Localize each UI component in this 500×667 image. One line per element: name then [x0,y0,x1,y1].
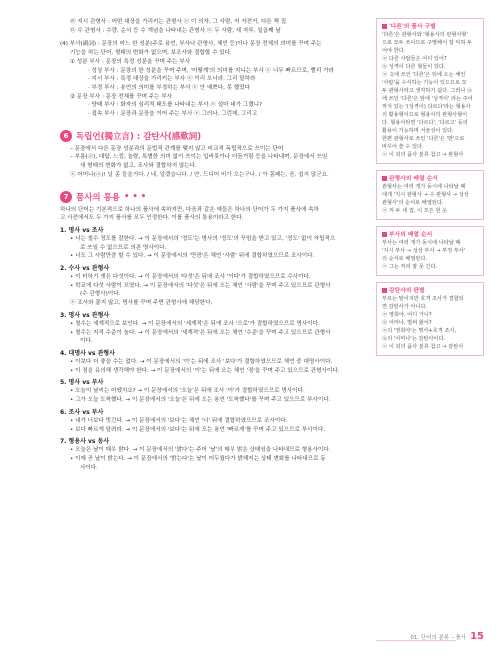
note-box-line: 부르는 말이지만 호격 조사가 결합되 [382,296,464,302]
section-6-line: 새 형태의 변화가 없고, 조사와 결합하지 않는다. [80,163,197,170]
usage-item-line: 사이다. [80,464,98,471]
square-bullet-icon [382,288,387,293]
note-box-line: 부사는 여러 개가 동시에 나타날 때 [382,240,461,246]
section-6-line: – 부름(ⓐ), 대답, 느낌, 놀람, 특별한 의미 없이 쓰이는 입버릇이나 더듬거림 등을 나타내며, 문장에서 쓰임 [70,154,328,161]
usage-item-line: • 내가 너보다 빗긴다. → 이 문장에서의 '보다'는 체언 '너' 뒤에 결합하였으므로 조사이다. [70,417,288,424]
note-box-heading: 관형사의 배열 순서 [382,175,478,183]
note-box-line: ⓔ 그는 저리 잘 못 간다. [382,264,438,270]
line-determiner-numeral: ㉤ 수 관형사 : 수량, 순서 등 수 개념을 나타내는 관형사 ⓔ 두 사람, 세 자루, 일곱째 날 [70,27,281,34]
usage-item-line: • 보다 빠르게 달려라. → 이 문장에서의 '보다'는 뒤에 오는 용언 '빠르게'를 꾸며 주고 있으므로 부사이다. [70,426,326,433]
usage-item-line: • 이제 곧 날이 밝는다. → 이 문장에서의 '밝는다'는 날이 어두웠다가 밝해지는 상태 변화를 나타내므로 동 [70,455,326,462]
square-bullet-icon [382,24,387,29]
note-box-line: 까지 있는 '(성격이) 다르다'라는 형용사 [382,104,471,110]
section-7-heading [60,191,360,203]
section-7-title: 품사의 통용 [76,192,121,203]
note-box-line: 어야 한다. [382,48,406,54]
usage-item-title: 2. 수사 vs 관형사 [60,265,110,273]
usage-item-title: 7. 형용사 vs 동사 [60,438,110,446]
note-box-line: 의 활용형이므로 형용사의 관형사형이 [382,112,468,118]
usage-item-line: • 오늘이 날씨는 어땠지요? → 이 문장에서의 '오늘'은 뒤에 조사 '이'가 결합하였으므로 명사이다. [70,388,305,395]
note-box-line: 관형사'의 순서로 배열된다. [382,200,444,206]
usage-item-line: • 그가 오늘 도착했다. → 이 문장에서의 '오늘'은 뒤에 오는 용언 '도착했다'를 꾸며 주고 있으므로 부사이다. [70,397,331,404]
note-box-line: ⓐ 영희야, 어디 가니? [382,312,432,318]
main-column [60,18,360,472]
section-6-heading [60,130,360,142]
usage-item-line: • 철수는 세계적으로 보인다. → 이 문장에서의 '세계적'은 뒤에 조사 '으로'가 결합하였으므로 명사이다. [70,320,320,327]
usage-item-line: • 철수는 지적 수준이 높다. → 이 문장에서의 '세계적'은 뒤에 오는 체언 '수준'을 꾸며 주고 있으므로 관형사 [70,329,331,336]
note-box-adverb-order [376,226,484,276]
line-sentence-adverb: ② 문장 부사 : 문장 전체를 꾸며 주는 부사 [70,93,173,100]
top-section [60,18,360,119]
line-modal-adverb: · 양태 부사 : 화자의 심리적 태도를 나타내는 부사 ⓔ 설마 네가 그랬니? [88,102,263,109]
note-box-line: 면 감탄사가 아니다. [382,304,428,310]
usage-item-4 [60,349,360,375]
usage-item-title: 4. 대명사 vs 관형사 [60,349,115,357]
line-adverb-definition: (4) 부사(副詞) : 문장의 어느 한 성분(주로 용언, 부사나 관형사, 체언 등)이나 문장 전체의 의미를 꾸며 주는 [60,41,322,48]
note-box-line: ⓐ 文에 쓰인 '다른'은 뒤에 오는 체언 [382,72,466,78]
usage-item-5 [60,378,360,404]
usage-item-line: • 너도 그 사람만큼 할 수 있다. → 이 문장에서의 '만큼'은 체언 '사람' 뒤에 결합하였으므로 조사이다. [70,253,315,260]
note-box-line: ⓐ 다른 사람들은 어디 있어? [382,56,447,62]
line-conjunctive-adverb: · 접속 부사 : 문장과 문장을 이어 주는 부사 ⓔ 그러나, 그런데, 그리고 [88,111,258,118]
note-box-line: 대개 '지시 관형사 → 수 관형사 → 성상 [382,192,469,198]
usage-item-line: • 이 점을 유의해 생각해야 한다. → 이 문장에서의 '이'는 뒤에 오는 체언 '점'을 꾸며 주고 있으므로 관형사이다. [70,367,340,374]
usage-item-line: • 너는 철수 정도를 잘한다. → 이 문장에서의 '정도'는 명사의 '정도'의 꾸밈을 받고 있고, '정도' 없이 자립적으 [70,235,336,242]
note-box-line: 한편 관형사로 쓰인 '다른'은 '딴'으로 [382,136,465,142]
note-box-heading: 감탄사의 판별 [382,287,478,295]
page-number: 15 [470,631,484,642]
section-6-number-badge: 6 [60,130,72,142]
section-7-title-dots: • • • [124,191,147,202]
note-box-reference: ⓔ 이 외의 품사 분류 참고 → 감탄사 [382,344,464,350]
sidebar-notes [376,18,484,362]
note-box-interjection [376,282,484,356]
section-7 [60,191,360,473]
note-box-line: '다른'은 관형사와 '형용사의 관형사형' [382,32,468,38]
line-determiner-demonstrative: ㉣ 지시 관형사 : 어떤 대상을 가리키는 관형사 ⓔ 이 의자, 그 사람, 저 자전거, 다른 책 집 [70,19,287,25]
usage-item-6 [60,408,360,434]
line-component-adverb: ① 성분 부사 : 문장의 특정 성분을 꾸며 주는 부사 [70,58,191,65]
usage-item-title: 1. 명사 vs 조사 [60,226,104,234]
note-box-line: 활용이 가능하며 서술성이 있다. [382,128,454,134]
line-demonstrative-adverb: · 지시 부사 : 특정 대상을 가리키는 부사 ⓔ 이리 오너라. 그리 말하라 [88,76,256,83]
section-6 [60,130,360,180]
usage-item-title: 6. 조사 vs 부사 [60,408,104,416]
usage-item-title: 3. 명사 vs 관형사 [60,311,110,319]
note-box-line: 다. 형용사라면 '다르다', '다르고' 등의 [382,120,468,126]
note-box-line: '사람'을 수식하는 기능이 있으므로 모 [382,80,467,86]
note-box-heading: 부사의 배열 순서 [382,231,478,239]
note-box-line: 두 관형사라고 생각하기 쉽다. 그러나 ⓑ [382,88,473,94]
usage-item-line: • 이 터하기 셋은 다섯이다. → 이 문장에서의 '다섯'은 뒤에 조사 '이다'가 결합하였으므로 수사이다. [70,274,311,281]
usage-item-line: 로 쓰일 수 없으므로 의존 명사이다. [80,244,167,251]
note-box-line: 에 쓰인 '다른'은 앞에 '성격이' 라는 주어 [382,96,473,102]
section-7-intro: 고 사전에서도 두 가지 품사를 모두 인정한다. 이를 품사의 통용이라고 한다. [60,215,244,222]
line-adverb-definition-cont: 기능을 하는 단어. 형태의 변화가 없으며, 보조사와 결합할 수 있다. [70,50,232,57]
usage-item-line: • 학교에 다섯 사람이 모였다. → 이 문장에서의 '다섯'은 뒤에 오는 체언 '사람'을 꾸며 주고 있으므로 관형사 [70,282,331,289]
note-box-dareun [376,18,484,164]
section-6-example: ⓔ 어머나(ⓐ)! 널 좀 들을거다. / 네, 알겠습니다. / 얀, 드디어 비가 오는구나. / 아 몸페는, 음, 쉽지 않군요. [70,171,329,178]
section-6-title: 독립언(獨立言) : 감탄사(感歎詞) [76,131,202,142]
note-box-line: '지시 부사 → 성상 부사 → 부정 부사' [382,248,466,254]
note-box-heading: '다른'의 품사 구별 [382,23,478,31]
usage-item-7 [60,437,360,472]
note-box-line: ⓐ의 '영희야'는 명사+호격 조사, [382,328,457,334]
usage-item-line: • 이보다 더 좋을 수는 없다. → 이 문장에서의 '이'는 뒤에 조사 '보다'가 결합하였으므로 체언 중 대명사이다. [70,358,333,365]
note-box-line: 의 순서로 배열된다. [382,256,428,262]
note-box-line: ⓑ 성격이 다른 형들이 있다. [382,64,446,70]
note-box-line: 관형사는 여러 개가 동시에 나타날 때 [382,184,466,190]
note-box-determiner-order [376,170,484,220]
note-box-reference: ⓔ 이 외의 품사 분류 참고 → 관형사 [382,152,464,158]
usage-item-line: • 오늘은 날이 매우 밝다. → 이 문장에서의 '밝다'는 주어 '날'의 매우 밝은 상태임을 나타내므로 형용사이다. [70,447,331,454]
usage-item-1 [60,226,360,261]
square-bullet-icon [382,176,387,181]
note-box-line: ⓔ 저 두 새 집, 이 모든 헌 옷 [382,208,448,214]
page-footer [410,631,484,642]
line-quality-adverb: · 성상 부사 : 문장의 한 성분을 꾸며 주며, '어떻게'의 의미를 지니는 부사 ⓔ 너무 빠르므로, 빨리 가라 [88,67,335,74]
line-negative-adverb: · 부정 부사 : 용언의 의미를 부정하는 부사 ⓔ 안 예쁘다, 못 했었다 [88,84,251,91]
section-6-line: – 문장에서 다른 문장 성분과의 문법적 관계를 맺지 않고 비교적 독립적으로 쓰이는 단어 [70,145,284,152]
note-box-line: ⓑ의 '어머나'는 감탄사이다. [382,336,446,342]
note-box-line: ⓑ 어머나, 벌써 왔어? [382,320,432,326]
usage-item-note: ⓔ 조사와 붙지 않고, 명사를 꾸며 주면 관형사에 해당한다. [70,300,213,307]
usage-item-3 [60,311,360,346]
usage-item-2 [60,264,360,308]
section-7-intro: 하나의 단어는 기본적으로 하나의 품사에 속하지만, 다음과 같은 예들은 하나의 단어가 두 가지 품사에 속하 [60,206,320,213]
usage-item-line: 이다. [80,338,93,345]
footer-chapter-title: 01. 단어의 분류 – 품사 [410,634,467,641]
usage-item-title: 5. 명사 vs 부사 [60,379,104,387]
note-box-line: 바꾸어 쓸 수 있다. [382,144,424,150]
section-7-number-badge: 7 [60,191,72,203]
note-box-line: 으로 모두 쓰이므로 구별해서 잘 익혀 두 [382,40,473,46]
square-bullet-icon [382,232,387,237]
usage-item-line: (수 관형사)이다. [80,291,121,298]
